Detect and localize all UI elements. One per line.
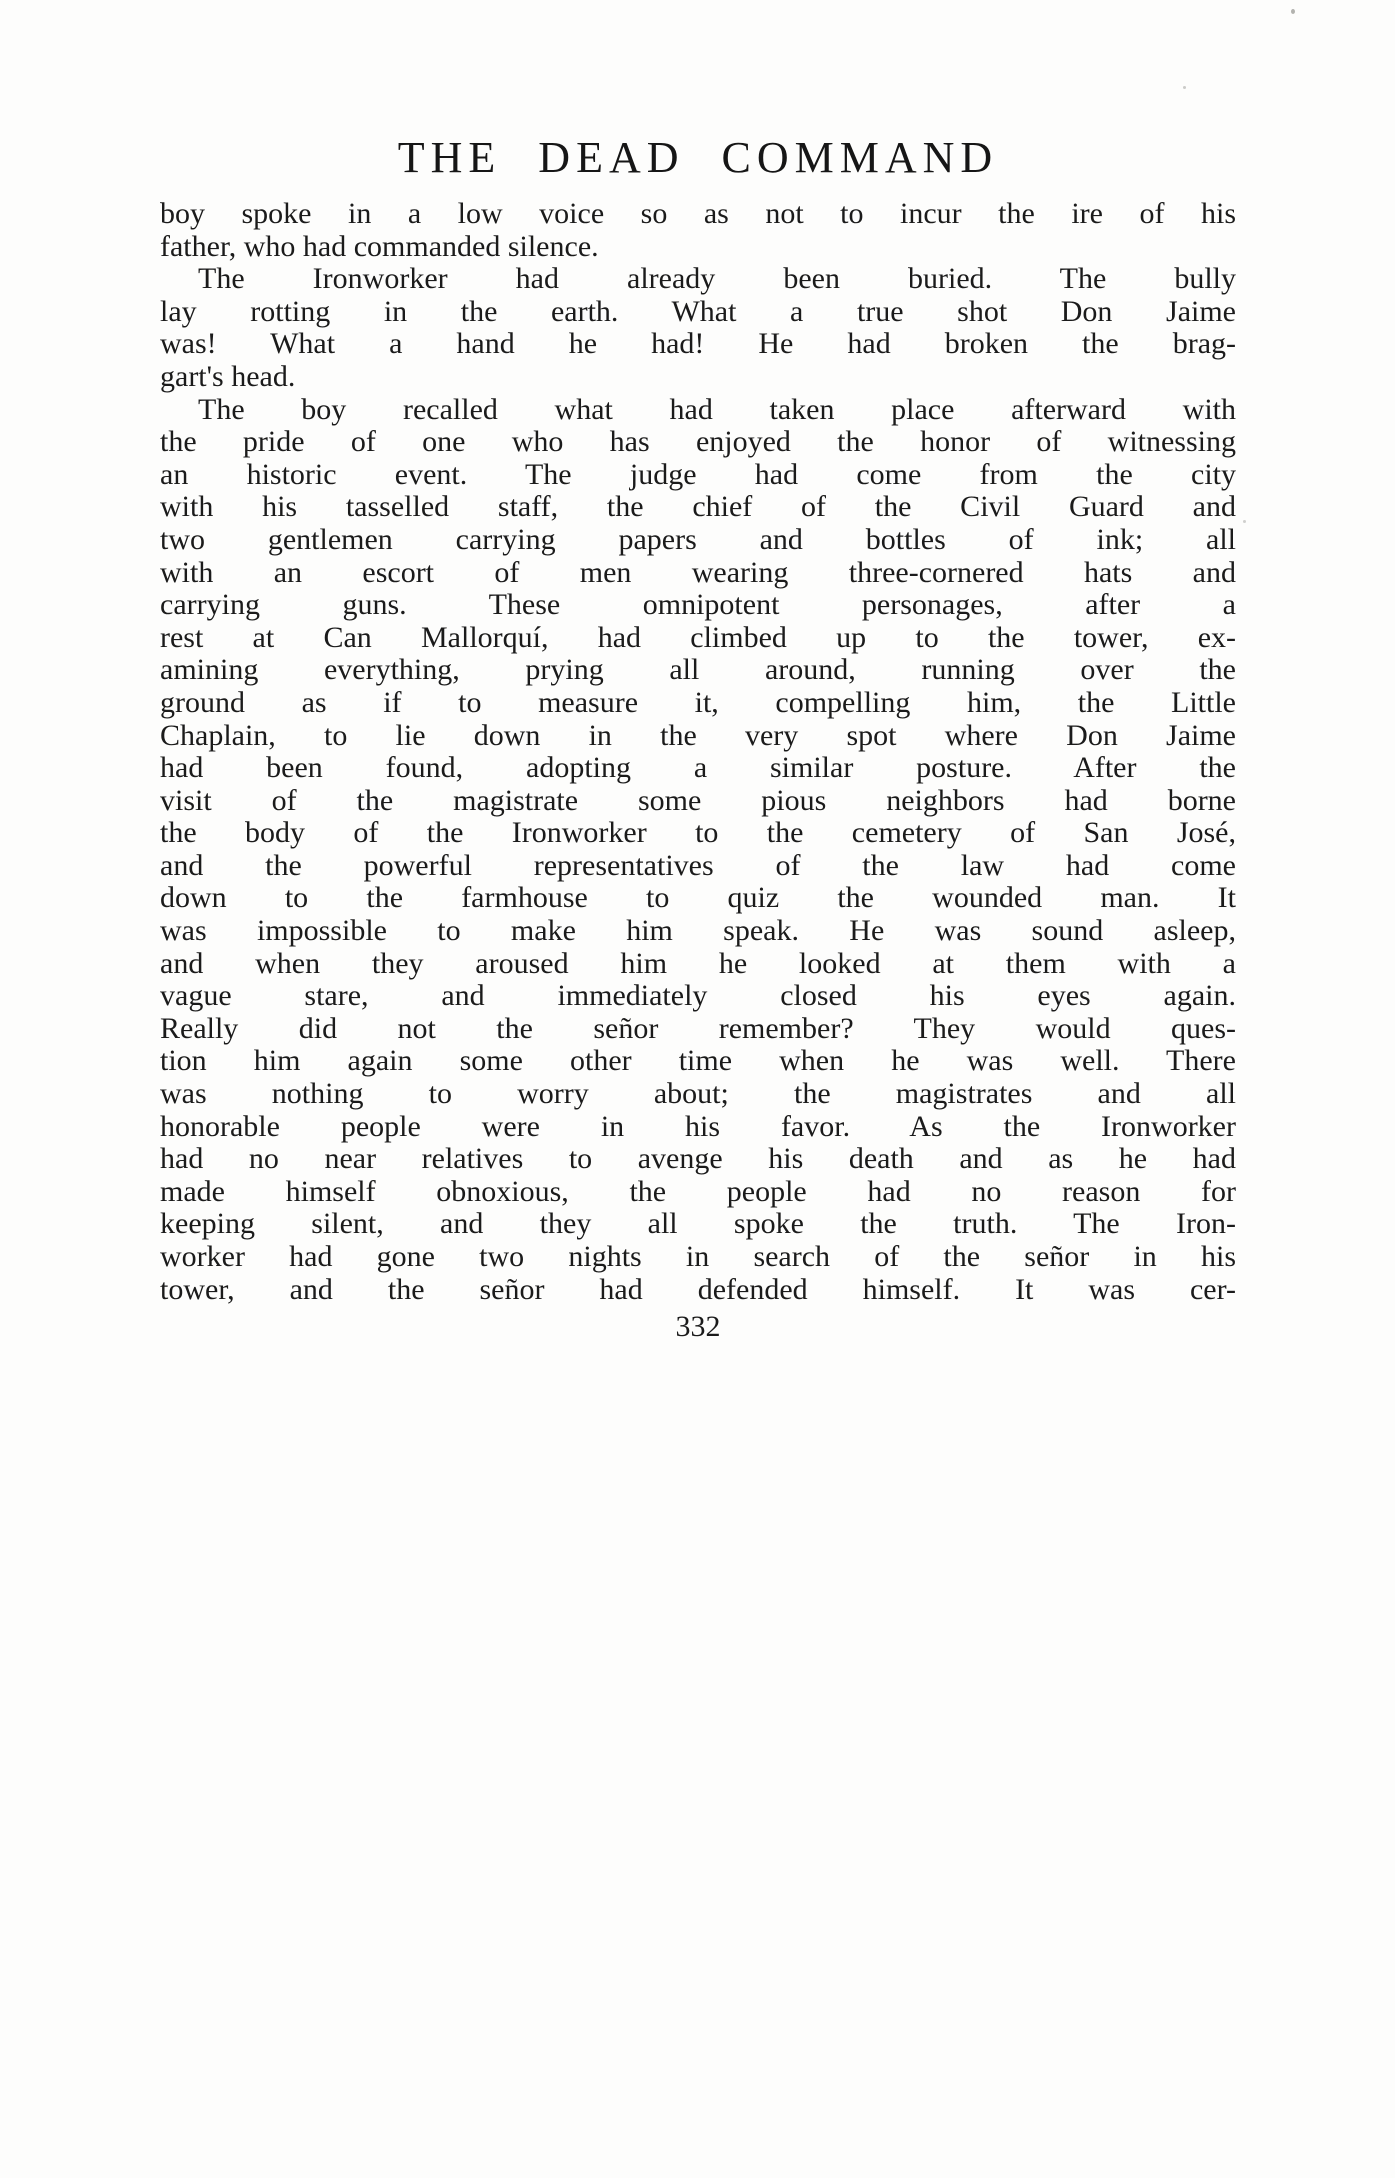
body-text [160,198,1236,1306]
text-line: gart's head. [160,359,296,393]
paragraph [160,394,1236,1307]
text-line: had been found, adopting a similar posture. After the [160,751,1236,785]
text-line: tion him again some other time when he was well. There [160,1044,1236,1078]
text-line: keeping silent, and they all spoke the truth. The Iron- [160,1207,1236,1241]
text-line: honorable people were in his favor. As the Ironworker [160,1109,1236,1143]
text-line: Chaplain, to lie down in the very spot where Don Jaime [160,718,1236,752]
text-line: lay rotting in the earth. What a true shot Don Jaime [160,294,1236,328]
page-title: THE DEAD COMMAND [397,133,999,182]
page-number: 332 [675,1310,721,1344]
text-line: worker had gone two nights in search of the señor in his [160,1240,1236,1273]
scan-speck [1291,9,1295,14]
text-line: was nothing to worry about; the magistrates and all [160,1077,1236,1111]
text-line: and when they aroused him he looked at them with a [160,946,1236,980]
text-line: boy spoke in a low voice so as not to incur the ire of his [160,197,1236,230]
text-line: Really did not the señor remember? They would ques- [160,1011,1236,1045]
text-line: amining everything, prying all around, running over the [160,653,1236,687]
text-line: The Ironworker had already been buried. The bully [198,262,1236,296]
text-line: the body of the Ironworker to the cemetery of San José, [160,816,1236,850]
text-line: visit of the magistrate some pious neighbors had borne [160,783,1236,817]
text-line: vague stare, and immediately closed his eyes again. [160,979,1236,1013]
paragraph [160,263,1236,393]
text-column [160,134,1236,1344]
text-line: ground as if to measure it, compelling him, the Little [160,685,1236,719]
text-line: made himself obnoxious, the people had no reason for [160,1174,1236,1208]
text-line: the pride of one who has enjoyed the honor of witnessing [160,425,1236,459]
text-line: father, who had commanded silence. [160,229,599,263]
paragraph [160,198,1236,263]
text-line: carrying guns. These omnipotent personages, after a [160,588,1236,622]
text-line: with an escort of men wearing three-cornered hats and [160,555,1236,589]
text-line: was! What a hand he had! He had broken the brag- [160,327,1236,361]
text-line: an historic event. The judge had come from the city [160,457,1236,491]
text-line: had no near relatives to avenge his death and as he had [160,1142,1236,1176]
text-line: was impossible to make him speak. He was sound asleep, [160,914,1236,948]
text-line: and the powerful representatives of the law had come [160,848,1236,882]
scan-speck [1183,86,1186,89]
scan-speck [1243,520,1246,523]
text-line: tower, and the señor had defended himself. It was cer- [160,1272,1236,1306]
text-line: two gentlemen carrying papers and bottles of ink; all [160,522,1236,556]
text-line: with his tasselled staff, the chief of the Civil Guard and [160,490,1236,524]
text-line: down to the farmhouse to quiz the wounded man. It [160,881,1236,915]
text-line: rest at Can Mallorquí, had climbed up to the tower, ex- [160,620,1236,654]
text-line: The boy recalled what had taken place afterward with [198,392,1236,426]
